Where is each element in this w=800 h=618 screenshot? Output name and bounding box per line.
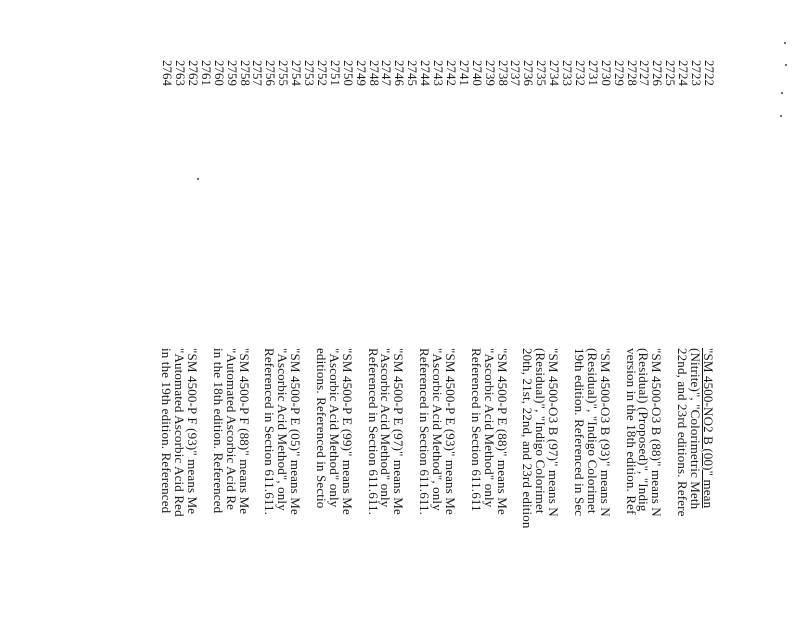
line-number: 2744 [418, 60, 433, 86]
text-line: Referenced in Section 611.611 [468, 348, 484, 512]
line-number: 2760 [211, 60, 226, 86]
scan-speck [197, 178, 199, 180]
line-number: 2722 [702, 60, 716, 86]
line-number: 2737 [508, 60, 523, 86]
line-number: 2727 [637, 60, 652, 86]
line-number: 2751 [327, 60, 342, 86]
text-line: (Nitrite)", "Colorimetric Meth [688, 348, 704, 510]
text-line: "SM 4500-O3 B (93)" means N [597, 348, 613, 517]
text-line: "Ascorbic Acid Method" only [326, 348, 342, 508]
line-number: 2746 [392, 60, 407, 86]
text-line: Referenced in Section 611.611. [365, 348, 381, 516]
text-line: "SM 4500-P E (99)" means Me [339, 348, 355, 515]
scan-speck [784, 42, 786, 44]
line-number: 2745 [405, 60, 420, 86]
line-number: 2738 [495, 60, 510, 86]
scan-speck [785, 64, 787, 66]
line-number: 2733 [560, 60, 575, 86]
line-number: 2725 [663, 60, 678, 86]
text-line: "SM 4500-P F (93)" means Me [185, 348, 200, 515]
line-number: 2736 [521, 60, 536, 86]
text-line: in the 19th edition. Referenced [159, 348, 175, 514]
line-number: 2764 [160, 60, 175, 86]
text-line: version in the 18th edition. Ref [623, 348, 639, 515]
text-line: "SM 4500-P E (88)" means Me [494, 348, 510, 515]
text-line: "Ascorbic Acid Method" only [378, 348, 394, 508]
line-number: 2723 [689, 60, 704, 86]
text-line: 19th edition. Referenced in Sec [572, 348, 587, 517]
line-number: 2763 [173, 60, 188, 86]
text-line: "Ascorbic Acid Method", only [275, 348, 291, 511]
text-line: Referenced in Section 611.611. [262, 348, 278, 516]
line-number: 2752 [315, 60, 329, 86]
line-number: 2742 [444, 60, 458, 86]
text-line: "SM 4500-O3 B (97)" means N [546, 348, 562, 517]
line-number: 2731 [585, 60, 600, 86]
line-number: 2762 [186, 60, 200, 86]
text-line: "Automated Ascorbic Acid Re [223, 348, 239, 511]
text-line: (Residual)", "Indigo Colorimet [533, 348, 549, 514]
line-number: 2750 [340, 60, 355, 86]
line-number: 2726 [650, 60, 665, 86]
line-number: 2735 [534, 60, 549, 86]
line-number: 2724 [676, 60, 691, 86]
text-line: (Residual)", "Indigo Colorimet [584, 348, 600, 514]
text-line: "SM 4500-NO2 B (00)" mean [701, 348, 716, 509]
text-line: "Ascorbic Acid Method", only [430, 348, 446, 511]
scan-speck [780, 115, 782, 117]
line-number: 2740 [469, 60, 484, 86]
line-number: 2754 [289, 60, 304, 86]
line-number: 2732 [573, 60, 587, 86]
line-number: 2759 [224, 60, 239, 86]
text-line: "SM 4500-P E (93)" means Me [443, 348, 458, 515]
text-line: "SM 4500-O3 B (88)" means N [649, 348, 665, 517]
line-number: 2755 [276, 60, 291, 86]
text-line: "Ascorbic Acid Method" only [481, 348, 497, 508]
line-number: 2747 [379, 60, 394, 86]
text-line: "SM 4500-P E (97)" means Me [391, 348, 407, 515]
line-number: 2728 [624, 60, 639, 86]
text-line: Referenced in Section 611.611. [417, 348, 433, 516]
line-number: 2761 [198, 60, 213, 86]
text-line: "SM 4500-P F (88)" means Me [236, 348, 252, 515]
line-number: 2757 [250, 60, 265, 86]
line-number: 2756 [263, 60, 278, 86]
text-line: (Residual) (Proposed)", "Indig [636, 348, 652, 512]
text-line: "Automated Ascorbic Acid Red [172, 348, 188, 517]
line-number: 2734 [547, 60, 562, 86]
text-line: 22nd, and 23rd editions. Refere [675, 348, 691, 517]
text-line: editions. Referenced in Sectio [314, 348, 329, 509]
text-line: in the 18th edition. Referenced [210, 348, 226, 514]
line-number: 2758 [237, 60, 252, 86]
line-number: 2753 [302, 60, 317, 86]
line-number: 2741 [456, 60, 471, 86]
text-line: "SM 4500-P E (05)" means Me [288, 348, 304, 515]
line-number: 2730 [598, 60, 613, 86]
scan-speck [781, 92, 783, 94]
text-line: 20th, 21st, 22nd, and 23rd edition [520, 348, 536, 529]
line-number: 2749 [353, 60, 368, 86]
line-number: 2739 [482, 60, 497, 86]
line-number: 2748 [366, 60, 381, 86]
line-number: 2729 [611, 60, 626, 86]
line-number: 2743 [431, 60, 446, 86]
